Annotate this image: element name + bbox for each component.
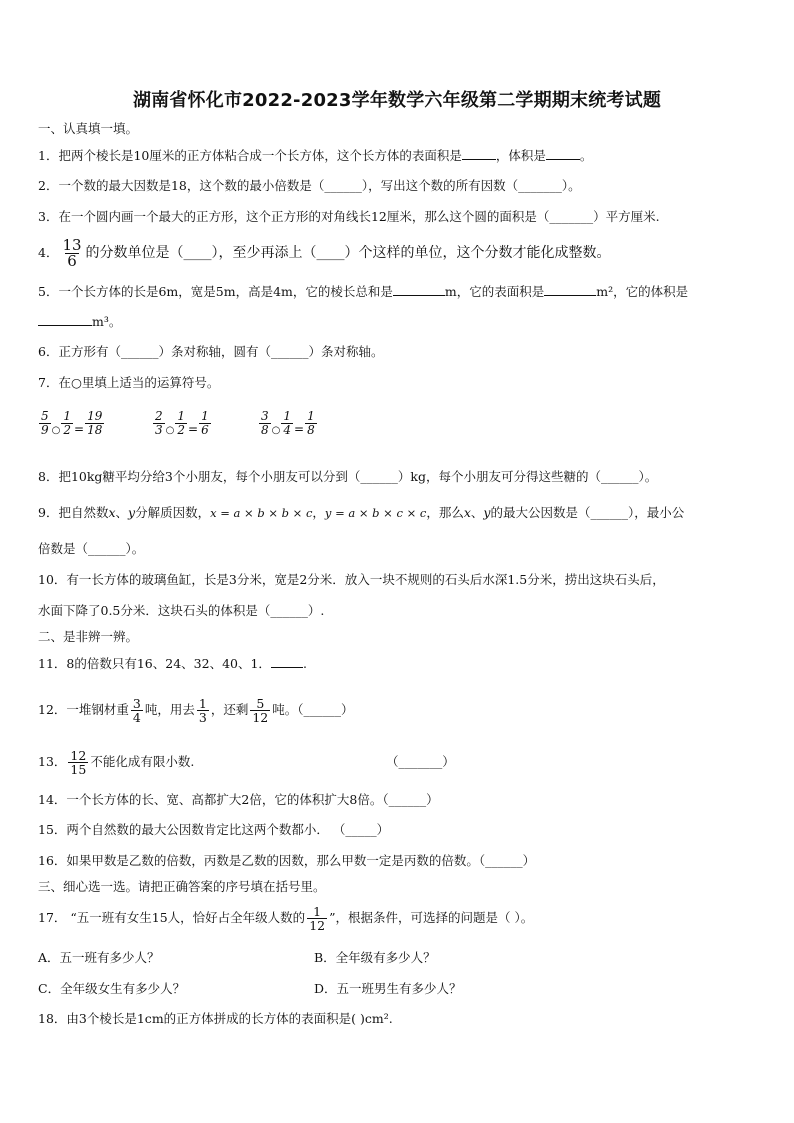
q7e3-equals: = bbox=[294, 422, 305, 436]
question-6: 6．正方形有（______）条对称轴，圆有（______）条对称轴。 bbox=[38, 344, 384, 359]
q12-f2-den: 3 bbox=[198, 709, 207, 725]
q9-expr-x: x = a × b × b × c bbox=[210, 506, 313, 520]
question-8: 8．把10kg糖平均分给3个小朋友，每个小朋友可以分到（______）kg，每个小朋友可分得这些糖的（______）。 bbox=[38, 469, 658, 484]
q5-text-d: m³。 bbox=[92, 314, 122, 329]
q7e3-r-num: 1 bbox=[307, 409, 315, 423]
q9-text-c: ，那么 bbox=[426, 505, 464, 520]
q17-option-d[interactable]: D．五一班男生有多少人？ bbox=[314, 981, 462, 996]
question-4 bbox=[38, 236, 611, 270]
q12-fraction-3 bbox=[250, 697, 270, 724]
q4-fraction bbox=[60, 235, 83, 270]
question-1 bbox=[38, 147, 592, 164]
q12-f3-num: 5 bbox=[256, 695, 265, 711]
question-2: 2．一个数的最大因数是18，这个数的最小倍数是（______），写出这个数的所有因数（_______）。 bbox=[38, 178, 581, 193]
q7e3-operator-circle: ○ bbox=[271, 425, 281, 436]
q12-f1-den: 4 bbox=[132, 709, 141, 725]
question-5-line-1 bbox=[38, 283, 688, 300]
q12-f3-den: 12 bbox=[252, 709, 269, 725]
q9-sep-2: 、 bbox=[470, 505, 484, 520]
q7e3-f1-num: 3 bbox=[261, 409, 269, 423]
question-15: 15．两个自然数的最大公因数肯定比这两个数都小． （_____） bbox=[38, 822, 390, 837]
q7e2-f1-den: 3 bbox=[155, 423, 163, 437]
q7e3-r-den: 8 bbox=[307, 423, 315, 437]
question-9-line-2: 倍数是（______）。 bbox=[38, 541, 145, 556]
q17-f-den: 12 bbox=[309, 917, 326, 933]
q17-f-num: 1 bbox=[313, 903, 322, 919]
q12-fraction-1 bbox=[131, 697, 143, 724]
q12-text-c: ，还剩 bbox=[210, 702, 249, 717]
question-10-line-2: 水面下降了0.5分米．这块石头的体积是（______）. bbox=[38, 603, 325, 618]
q1-text-a: 1．把两个棱长是10厘米的正方体粘合成一个长方体，这个长方体的表面积是 bbox=[38, 148, 462, 163]
q17-fraction bbox=[307, 905, 327, 932]
q7e1-r-num: 19 bbox=[87, 409, 103, 423]
q5-blank-3 bbox=[38, 313, 92, 326]
q7e1-f2-num: 1 bbox=[63, 409, 72, 423]
q17-option-c[interactable]: C．全年级女生有多少人？ bbox=[38, 981, 186, 996]
q1-text-c: 。 bbox=[579, 148, 593, 163]
q7e1-operator-circle: ○ bbox=[51, 425, 61, 436]
q7e3-fraction-2 bbox=[281, 410, 293, 437]
q12-text-b: 吨，用去 bbox=[144, 702, 195, 717]
q5-blank-2 bbox=[544, 283, 596, 296]
q5-blank-1 bbox=[393, 283, 445, 296]
q9-text-a: 9．把自然数 bbox=[38, 505, 109, 520]
q17-text-a: 17． “五一班有女生15人，恰好占全年级人数的 bbox=[38, 910, 306, 925]
question-13 bbox=[38, 742, 458, 782]
q7e1-result bbox=[85, 410, 104, 437]
q7e3-f1-den: 8 bbox=[261, 423, 269, 437]
q17-text-b: ”，根据条件，可选择的问题是（ ）。 bbox=[329, 910, 534, 925]
q7e1-f1-num: 5 bbox=[41, 409, 49, 423]
question-7: 7．在○里填上适当的运算符号。 bbox=[38, 375, 220, 390]
q9-text-b: 分解质因数， bbox=[135, 505, 211, 520]
q7e3-result bbox=[305, 410, 317, 437]
q13-text: 不能化成有限小数. bbox=[90, 754, 195, 769]
q12-f2-num: 1 bbox=[198, 695, 207, 711]
q7-expression-3 bbox=[258, 410, 318, 437]
question-11 bbox=[38, 655, 307, 672]
q7e1-equals: = bbox=[74, 422, 85, 436]
q9-text-d: 的最大公因数是（______），最小公 bbox=[490, 505, 685, 520]
q7e2-fraction-1 bbox=[153, 410, 165, 437]
q9-comma: ， bbox=[312, 505, 325, 520]
q13-f-den: 15 bbox=[70, 761, 87, 777]
q7e2-result bbox=[199, 410, 211, 437]
question-16: 16．如果甲数是乙数的倍数，丙数是乙数的因数，那么甲数一定是丙数的倍数。（______） bbox=[38, 853, 536, 868]
q1-text-b: ，体积是 bbox=[495, 148, 546, 163]
q1-blank-2 bbox=[546, 147, 580, 160]
q7e2-equals: = bbox=[188, 422, 199, 436]
page-title: 湖南省怀化市2022-2023学年数学六年级第二学期期末统考试题 bbox=[132, 90, 662, 111]
q5-text-a: 5．一个长方体的长是6m，宽是5m，高是4m，它的棱长总和是 bbox=[38, 284, 393, 299]
question-17 bbox=[38, 898, 533, 938]
q12-text-d: 吨。（______） bbox=[272, 702, 354, 717]
q7e2-f1-num: 2 bbox=[155, 409, 163, 423]
q7e2-fraction-2 bbox=[175, 410, 187, 437]
q7e3-fraction-1 bbox=[259, 410, 271, 437]
section-2-heading: 二、是非辨一辨。 bbox=[38, 629, 139, 644]
q9-sep: 、 bbox=[115, 505, 129, 520]
question-3: 3．在一个圆内画一个最大的正方形，这个正方形的对角线长12厘米，那么这个圆的面积是（_______）平方厘米. bbox=[38, 209, 660, 224]
question-18: 18．由3个棱长是1cm的正方体拼成的长方体的表面积是( )cm². bbox=[38, 1011, 393, 1026]
q12-fraction-2 bbox=[197, 697, 209, 724]
question-10-line-1: 10．有一长方体的玻璃鱼缸，长是3分米，宽是2分米．放入一块不规则的石头后水深1.5分米，捞出这块石头后， bbox=[38, 572, 665, 587]
q7e1-fraction-1 bbox=[39, 410, 51, 437]
q4-fraction-denominator: 6 bbox=[67, 251, 77, 270]
q11-text-b: . bbox=[302, 656, 307, 671]
question-9-line-1 bbox=[38, 505, 684, 521]
q9-var-y: y bbox=[128, 505, 136, 520]
q9-var-y-2: y bbox=[483, 505, 491, 520]
q7e2-f2-num: 1 bbox=[177, 409, 186, 423]
q12-f1-num: 3 bbox=[132, 695, 141, 711]
q7e1-f1-den: 9 bbox=[41, 423, 49, 437]
question-14: 14．一个长方体的长、宽、高都扩大2倍，它的体积扩大8倍。（______） bbox=[38, 792, 439, 807]
q11-blank bbox=[271, 655, 303, 668]
q7e2-f2-den: 2 bbox=[177, 423, 186, 437]
q7e3-f2-den: 4 bbox=[283, 423, 292, 437]
q12-text-a: 12．一堆钢材重 bbox=[38, 702, 129, 717]
q7-expression-1 bbox=[38, 410, 105, 437]
q7e2-operator-circle: ○ bbox=[165, 425, 175, 436]
q4-fraction-numerator: 13 bbox=[62, 235, 82, 254]
q7e1-r-den: 18 bbox=[87, 423, 103, 437]
q5-text-b: m，它的表面积是 bbox=[444, 284, 545, 299]
q7e2-r-num: 1 bbox=[201, 409, 209, 423]
q7e2-r-den: 6 bbox=[201, 423, 209, 437]
q13-fraction bbox=[68, 749, 88, 776]
q13-number: 13． bbox=[38, 754, 67, 769]
q9-expr-y: y = a × b × c × c bbox=[324, 506, 427, 520]
section-1-heading: 一、认真填一填。 bbox=[38, 121, 139, 136]
q5-text-c: m²，它的体积是 bbox=[596, 284, 689, 299]
q17-option-b[interactable]: B．全年级有多少人？ bbox=[314, 950, 436, 965]
q13-f-num: 12 bbox=[70, 747, 87, 763]
q4-text: 的分数单位是（____），至少再添上（____）个这样的单位，这个分数才能化成整数。 bbox=[85, 245, 611, 261]
question-12 bbox=[38, 690, 354, 730]
q4-number: 4． bbox=[38, 245, 59, 260]
q17-option-a[interactable]: A．五一班有多少人？ bbox=[38, 950, 160, 965]
question-5-line-2 bbox=[38, 313, 121, 330]
section-3-heading: 三、细心选一选。请把正确答案的序号填在括号里。 bbox=[38, 879, 326, 894]
q7e3-f2-num: 1 bbox=[283, 409, 292, 423]
q9-var-x-2: x bbox=[463, 505, 471, 520]
q13-paren: （_______） bbox=[386, 754, 455, 769]
q1-blank-1 bbox=[462, 147, 496, 160]
q9-var-x: x bbox=[108, 505, 116, 520]
q7e1-f2-den: 2 bbox=[63, 423, 72, 437]
q7e1-fraction-2 bbox=[61, 410, 73, 437]
q11-text-a: 11．8的倍数只有16、24、32、40、1． bbox=[38, 656, 271, 671]
q7-expression-2 bbox=[152, 410, 212, 437]
